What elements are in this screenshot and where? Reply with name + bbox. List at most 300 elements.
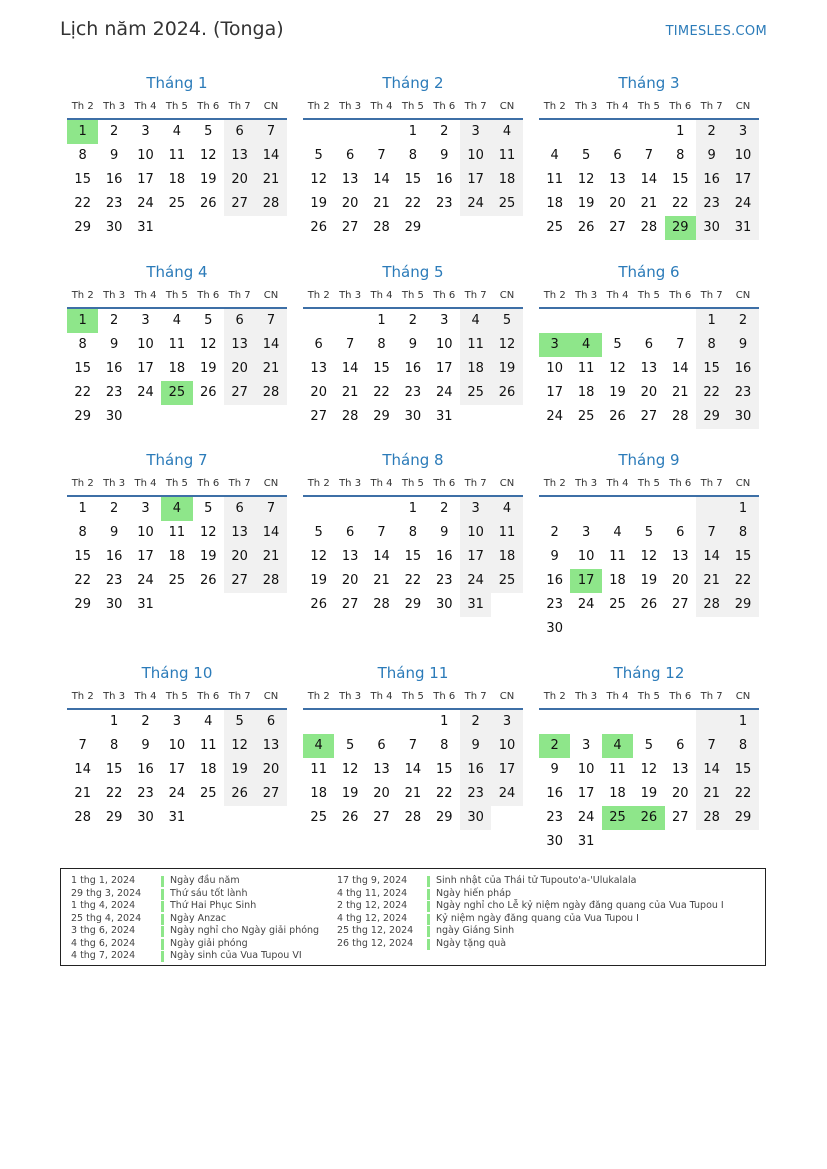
day-cell[interactable]: 6 bbox=[224, 120, 255, 144]
day-cell[interactable]: 30 bbox=[404, 409, 422, 424]
day-cell[interactable]: 9 bbox=[727, 333, 758, 357]
day-cell[interactable]: 4 bbox=[204, 714, 213, 729]
day-cell[interactable]: 25 bbox=[491, 192, 522, 216]
day-cell[interactable]: 30 bbox=[546, 834, 563, 849]
day-cell[interactable]: 15 bbox=[435, 762, 453, 777]
day-cell[interactable]: 2 bbox=[696, 120, 727, 144]
day-cell[interactable]: 2 bbox=[550, 525, 559, 540]
day-cell[interactable]: 20 bbox=[609, 196, 626, 211]
day-cell[interactable]: 29 bbox=[727, 593, 758, 617]
day-cell[interactable]: 28 bbox=[640, 220, 658, 235]
day-cell[interactable]: 14 bbox=[696, 758, 727, 782]
day-cell[interactable]: 29 bbox=[373, 409, 390, 424]
day-cell[interactable]: 24 bbox=[137, 385, 154, 400]
day-cell[interactable]: 20 bbox=[255, 758, 286, 782]
day-cell[interactable]: 1 bbox=[109, 714, 119, 729]
day-cell[interactable]: 13 bbox=[640, 361, 658, 376]
day-cell[interactable]: 19 bbox=[640, 786, 658, 801]
day-cell[interactable]: 13 bbox=[224, 521, 255, 545]
day-cell[interactable]: 24 bbox=[727, 192, 758, 216]
day-cell[interactable]: 19 bbox=[577, 196, 595, 211]
day-cell[interactable]: 26 bbox=[640, 597, 658, 612]
day-cell[interactable]: 6 bbox=[345, 525, 355, 540]
day-cell[interactable]: 21 bbox=[255, 545, 286, 569]
day-cell[interactable]: 20 bbox=[671, 573, 689, 588]
day-cell[interactable]: 21 bbox=[255, 357, 286, 381]
day-cell[interactable]: 20 bbox=[341, 573, 359, 588]
day-cell[interactable]: 26 bbox=[491, 381, 522, 405]
day-cell[interactable]: 8 bbox=[696, 333, 727, 357]
day-cell[interactable]: 26 bbox=[633, 806, 664, 830]
day-cell[interactable]: 24 bbox=[546, 409, 563, 424]
day-cell[interactable]: 3 bbox=[440, 313, 449, 328]
day-cell[interactable]: 31 bbox=[435, 409, 453, 424]
day-cell[interactable]: 26 bbox=[199, 385, 217, 400]
day-cell[interactable]: 17 bbox=[435, 361, 453, 376]
day-cell[interactable]: 4 bbox=[491, 497, 522, 521]
day-cell[interactable]: 17 bbox=[460, 168, 491, 192]
day-cell[interactable]: 1 bbox=[78, 501, 87, 516]
day-cell[interactable]: 28 bbox=[373, 220, 390, 235]
day-cell[interactable]: 12 bbox=[310, 549, 327, 564]
day-cell[interactable]: 1 bbox=[377, 313, 386, 328]
day-cell[interactable]: 23 bbox=[105, 196, 123, 211]
day-cell[interactable]: 30 bbox=[435, 597, 453, 612]
day-cell[interactable]: 19 bbox=[609, 385, 626, 400]
day-cell[interactable]: 31 bbox=[460, 593, 491, 617]
day-cell[interactable]: 29 bbox=[105, 810, 123, 825]
day-cell[interactable]: 15 bbox=[74, 172, 91, 187]
day-cell[interactable]: 9 bbox=[550, 762, 559, 777]
day-cell[interactable]: 26 bbox=[199, 573, 217, 588]
day-cell[interactable]: 6 bbox=[314, 337, 323, 352]
day-cell[interactable]: 4 bbox=[460, 309, 491, 333]
day-cell[interactable]: 14 bbox=[373, 172, 390, 187]
day-cell[interactable]: 22 bbox=[373, 385, 390, 400]
day-cell[interactable]: 21 bbox=[404, 786, 422, 801]
day-cell[interactable]: 8 bbox=[78, 525, 87, 540]
day-cell[interactable]: 17 bbox=[137, 172, 154, 187]
day-cell[interactable]: 26 bbox=[310, 597, 327, 612]
day-cell[interactable]: 9 bbox=[460, 734, 491, 758]
day-cell[interactable]: 2 bbox=[109, 313, 119, 328]
day-cell[interactable]: 19 bbox=[341, 786, 359, 801]
day-cell[interactable]: 4 bbox=[161, 497, 192, 521]
day-cell[interactable]: 18 bbox=[168, 172, 186, 187]
day-cell[interactable]: 10 bbox=[137, 148, 154, 163]
day-cell[interactable]: 1 bbox=[67, 309, 98, 333]
day-cell[interactable]: 24 bbox=[491, 782, 522, 806]
day-cell[interactable]: 26 bbox=[310, 220, 327, 235]
day-cell[interactable]: 16 bbox=[137, 762, 154, 777]
day-cell[interactable]: 10 bbox=[546, 361, 563, 376]
day-cell[interactable]: 8 bbox=[408, 148, 417, 163]
day-cell[interactable]: 9 bbox=[696, 144, 727, 168]
day-cell[interactable]: 21 bbox=[640, 196, 658, 211]
day-cell[interactable]: 25 bbox=[168, 196, 186, 211]
day-cell[interactable]: 7 bbox=[696, 734, 727, 758]
day-cell[interactable]: 5 bbox=[613, 337, 622, 352]
day-cell[interactable]: 5 bbox=[644, 525, 653, 540]
day-cell[interactable]: 27 bbox=[341, 597, 359, 612]
day-cell[interactable]: 29 bbox=[74, 597, 91, 612]
day-cell[interactable]: 3 bbox=[460, 120, 491, 144]
day-cell[interactable]: 10 bbox=[435, 337, 453, 352]
day-cell[interactable]: 15 bbox=[727, 545, 758, 569]
day-cell[interactable]: 21 bbox=[696, 782, 727, 806]
day-cell[interactable]: 16 bbox=[546, 786, 563, 801]
day-cell[interactable]: 18 bbox=[491, 545, 522, 569]
day-cell[interactable]: 17 bbox=[727, 168, 758, 192]
day-cell[interactable]: 6 bbox=[224, 309, 255, 333]
day-cell[interactable]: 25 bbox=[168, 573, 186, 588]
day-cell[interactable]: 3 bbox=[581, 738, 591, 753]
day-cell[interactable]: 6 bbox=[345, 148, 355, 163]
day-cell[interactable]: 31 bbox=[137, 220, 154, 235]
day-cell[interactable]: 21 bbox=[696, 569, 727, 593]
day-cell[interactable]: 6 bbox=[224, 497, 255, 521]
day-cell[interactable]: 13 bbox=[373, 762, 390, 777]
day-cell[interactable]: 2 bbox=[109, 124, 119, 139]
day-cell[interactable]: 16 bbox=[105, 361, 123, 376]
day-cell[interactable]: 13 bbox=[341, 172, 359, 187]
day-cell[interactable]: 30 bbox=[546, 621, 563, 636]
day-cell[interactable]: 22 bbox=[696, 381, 727, 405]
day-cell[interactable]: 2 bbox=[109, 501, 119, 516]
day-cell[interactable]: 13 bbox=[224, 333, 255, 357]
day-cell[interactable]: 4 bbox=[172, 313, 181, 328]
day-cell[interactable]: 27 bbox=[609, 220, 626, 235]
day-cell[interactable]: 20 bbox=[373, 786, 390, 801]
day-cell[interactable]: 24 bbox=[137, 573, 154, 588]
day-cell[interactable]: 18 bbox=[310, 786, 327, 801]
day-cell[interactable]: 20 bbox=[224, 168, 255, 192]
day-cell[interactable]: 17 bbox=[137, 549, 154, 564]
day-cell[interactable]: 16 bbox=[404, 361, 422, 376]
day-cell[interactable]: 10 bbox=[491, 734, 522, 758]
day-cell[interactable]: 10 bbox=[577, 762, 595, 777]
day-cell[interactable]: 26 bbox=[199, 196, 217, 211]
day-cell[interactable]: 6 bbox=[676, 738, 685, 753]
day-cell[interactable]: 9 bbox=[550, 549, 559, 564]
day-cell[interactable]: 21 bbox=[74, 786, 91, 801]
day-cell[interactable]: 15 bbox=[74, 361, 91, 376]
day-cell[interactable]: 24 bbox=[168, 786, 186, 801]
day-cell[interactable]: 24 bbox=[435, 385, 453, 400]
day-cell[interactable]: 5 bbox=[224, 710, 255, 734]
day-cell[interactable]: 28 bbox=[671, 409, 689, 424]
day-cell[interactable]: 26 bbox=[577, 220, 595, 235]
day-cell[interactable]: 16 bbox=[727, 357, 758, 381]
day-cell[interactable]: 13 bbox=[310, 361, 327, 376]
day-cell[interactable]: 4 bbox=[303, 734, 334, 758]
day-cell[interactable]: 25 bbox=[310, 810, 327, 825]
day-cell[interactable]: 2 bbox=[440, 124, 449, 139]
day-cell[interactable]: 16 bbox=[546, 573, 563, 588]
day-cell[interactable]: 29 bbox=[435, 810, 453, 825]
day-cell[interactable]: 14 bbox=[404, 762, 422, 777]
day-cell[interactable]: 1 bbox=[727, 710, 758, 734]
day-cell[interactable]: 31 bbox=[137, 597, 154, 612]
day-cell[interactable]: 6 bbox=[377, 738, 386, 753]
day-cell[interactable]: 22 bbox=[74, 385, 91, 400]
day-cell[interactable]: 19 bbox=[199, 361, 217, 376]
day-cell[interactable]: 20 bbox=[640, 385, 658, 400]
day-cell[interactable]: 28 bbox=[404, 810, 422, 825]
day-cell[interactable]: 4 bbox=[550, 148, 559, 163]
day-cell[interactable]: 20 bbox=[224, 357, 255, 381]
day-cell[interactable]: 12 bbox=[491, 333, 522, 357]
day-cell[interactable]: 22 bbox=[74, 196, 91, 211]
day-cell[interactable]: 29 bbox=[665, 216, 696, 240]
day-cell[interactable]: 12 bbox=[640, 762, 658, 777]
day-cell[interactable]: 3 bbox=[172, 714, 181, 729]
day-cell[interactable]: 18 bbox=[546, 196, 563, 211]
day-cell[interactable]: 11 bbox=[609, 762, 626, 777]
day-cell[interactable]: 21 bbox=[373, 573, 390, 588]
day-cell[interactable]: 29 bbox=[74, 220, 91, 235]
day-cell[interactable]: 19 bbox=[491, 357, 522, 381]
day-cell[interactable]: 1 bbox=[727, 497, 758, 521]
day-cell[interactable]: 14 bbox=[373, 549, 390, 564]
day-cell[interactable]: 22 bbox=[727, 782, 758, 806]
day-cell[interactable]: 23 bbox=[105, 385, 123, 400]
day-cell[interactable]: 1 bbox=[440, 714, 449, 729]
day-cell[interactable]: 14 bbox=[255, 144, 286, 168]
day-cell[interactable]: 29 bbox=[727, 806, 758, 830]
day-cell[interactable]: 25 bbox=[460, 381, 491, 405]
day-cell[interactable]: 12 bbox=[199, 337, 217, 352]
day-cell[interactable]: 26 bbox=[341, 810, 359, 825]
day-cell[interactable]: 5 bbox=[204, 313, 213, 328]
day-cell[interactable]: 15 bbox=[696, 357, 727, 381]
day-cell[interactable]: 9 bbox=[109, 525, 119, 540]
day-cell[interactable]: 2 bbox=[408, 313, 417, 328]
day-cell[interactable]: 1 bbox=[696, 309, 727, 333]
day-cell[interactable]: 1 bbox=[676, 124, 685, 139]
day-cell[interactable]: 25 bbox=[161, 381, 192, 405]
day-cell[interactable]: 6 bbox=[644, 337, 653, 352]
day-cell[interactable]: 23 bbox=[435, 573, 453, 588]
day-cell[interactable]: 5 bbox=[345, 738, 355, 753]
day-cell[interactable]: 10 bbox=[137, 337, 154, 352]
day-cell[interactable]: 12 bbox=[199, 148, 217, 163]
day-cell[interactable]: 7 bbox=[676, 337, 685, 352]
day-cell[interactable]: 4 bbox=[570, 333, 601, 357]
day-cell[interactable]: 8 bbox=[727, 734, 758, 758]
day-cell[interactable]: 27 bbox=[640, 409, 658, 424]
day-cell[interactable]: 31 bbox=[727, 216, 758, 240]
day-cell[interactable]: 28 bbox=[74, 810, 91, 825]
day-cell[interactable]: 14 bbox=[671, 361, 689, 376]
day-cell[interactable]: 31 bbox=[168, 810, 186, 825]
day-cell[interactable]: 18 bbox=[491, 168, 522, 192]
day-cell[interactable]: 17 bbox=[577, 786, 595, 801]
day-cell[interactable]: 19 bbox=[640, 573, 658, 588]
day-cell[interactable]: 5 bbox=[314, 148, 323, 163]
day-cell[interactable]: 27 bbox=[255, 782, 286, 806]
day-cell[interactable]: 15 bbox=[671, 172, 689, 187]
day-cell[interactable]: 11 bbox=[168, 148, 186, 163]
day-cell[interactable]: 2 bbox=[141, 714, 150, 729]
day-cell[interactable]: 5 bbox=[581, 148, 591, 163]
day-cell[interactable]: 30 bbox=[727, 405, 758, 429]
day-cell[interactable]: 25 bbox=[491, 569, 522, 593]
day-cell[interactable]: 3 bbox=[141, 313, 150, 328]
day-cell[interactable]: 24 bbox=[137, 196, 154, 211]
day-cell[interactable]: 7 bbox=[644, 148, 653, 163]
day-cell[interactable]: 12 bbox=[609, 361, 626, 376]
day-cell[interactable]: 23 bbox=[435, 196, 453, 211]
day-cell[interactable]: 15 bbox=[404, 549, 422, 564]
day-cell[interactable]: 8 bbox=[408, 525, 417, 540]
day-cell[interactable]: 23 bbox=[404, 385, 422, 400]
day-cell[interactable]: 8 bbox=[109, 738, 119, 753]
day-cell[interactable]: 12 bbox=[310, 172, 327, 187]
day-cell[interactable]: 23 bbox=[105, 573, 123, 588]
day-cell[interactable]: 7 bbox=[345, 337, 355, 352]
day-cell[interactable]: 14 bbox=[255, 333, 286, 357]
day-cell[interactable]: 17 bbox=[460, 545, 491, 569]
day-cell[interactable]: 16 bbox=[435, 549, 453, 564]
day-cell[interactable]: 25 bbox=[546, 220, 563, 235]
day-cell[interactable]: 12 bbox=[640, 549, 658, 564]
day-cell[interactable]: 7 bbox=[255, 497, 286, 521]
day-cell[interactable]: 28 bbox=[255, 381, 286, 405]
day-cell[interactable]: 26 bbox=[609, 409, 626, 424]
day-cell[interactable]: 28 bbox=[255, 569, 286, 593]
day-cell[interactable]: 9 bbox=[109, 337, 119, 352]
day-cell[interactable]: 5 bbox=[204, 124, 213, 139]
day-cell[interactable]: 11 bbox=[168, 525, 186, 540]
day-cell[interactable]: 16 bbox=[435, 172, 453, 187]
day-cell[interactable]: 24 bbox=[460, 192, 491, 216]
day-cell[interactable]: 16 bbox=[696, 168, 727, 192]
day-cell[interactable]: 17 bbox=[491, 758, 522, 782]
day-cell[interactable]: 10 bbox=[137, 525, 154, 540]
day-cell[interactable]: 27 bbox=[224, 381, 255, 405]
day-cell[interactable]: 11 bbox=[546, 172, 563, 187]
day-cell[interactable]: 3 bbox=[141, 124, 150, 139]
brand-link[interactable]: TIMESLES.COM bbox=[665, 24, 767, 39]
day-cell[interactable]: 11 bbox=[491, 521, 522, 545]
day-cell[interactable]: 28 bbox=[696, 806, 727, 830]
day-cell[interactable]: 4 bbox=[172, 124, 181, 139]
day-cell[interactable]: 27 bbox=[373, 810, 390, 825]
day-cell[interactable]: 5 bbox=[314, 525, 323, 540]
day-cell[interactable]: 27 bbox=[341, 220, 359, 235]
day-cell[interactable]: 7 bbox=[377, 525, 386, 540]
day-cell[interactable]: 28 bbox=[696, 593, 727, 617]
day-cell[interactable]: 13 bbox=[609, 172, 626, 187]
day-cell[interactable]: 28 bbox=[341, 409, 359, 424]
day-cell[interactable]: 29 bbox=[74, 409, 91, 424]
day-cell[interactable]: 31 bbox=[577, 834, 595, 849]
day-cell[interactable]: 5 bbox=[204, 501, 213, 516]
day-cell[interactable]: 23 bbox=[137, 786, 154, 801]
day-cell[interactable]: 21 bbox=[373, 196, 390, 211]
day-cell[interactable]: 22 bbox=[727, 569, 758, 593]
day-cell[interactable]: 3 bbox=[539, 333, 570, 357]
day-cell[interactable]: 22 bbox=[105, 786, 123, 801]
day-cell[interactable]: 4 bbox=[491, 120, 522, 144]
day-cell[interactable]: 1 bbox=[408, 124, 417, 139]
day-cell[interactable]: 27 bbox=[671, 810, 689, 825]
day-cell[interactable]: 25 bbox=[577, 409, 595, 424]
day-cell[interactable]: 27 bbox=[671, 597, 689, 612]
day-cell[interactable]: 13 bbox=[224, 144, 255, 168]
day-cell[interactable]: 9 bbox=[440, 525, 449, 540]
day-cell[interactable]: 11 bbox=[609, 549, 626, 564]
day-cell[interactable]: 23 bbox=[727, 381, 758, 405]
day-cell[interactable]: 17 bbox=[168, 762, 186, 777]
day-cell[interactable]: 15 bbox=[404, 172, 422, 187]
day-cell[interactable]: 10 bbox=[460, 144, 491, 168]
day-cell[interactable]: 21 bbox=[671, 385, 689, 400]
day-cell[interactable]: 18 bbox=[168, 549, 186, 564]
day-cell[interactable]: 14 bbox=[696, 545, 727, 569]
day-cell[interactable]: 10 bbox=[168, 738, 186, 753]
day-cell[interactable]: 17 bbox=[137, 361, 154, 376]
day-cell[interactable]: 11 bbox=[577, 361, 595, 376]
day-cell[interactable]: 12 bbox=[199, 525, 217, 540]
day-cell[interactable]: 13 bbox=[341, 549, 359, 564]
day-cell[interactable]: 13 bbox=[671, 549, 689, 564]
day-cell[interactable]: 12 bbox=[224, 734, 255, 758]
day-cell[interactable]: 15 bbox=[373, 361, 390, 376]
day-cell[interactable]: 30 bbox=[105, 220, 123, 235]
day-cell[interactable]: 6 bbox=[613, 148, 622, 163]
day-cell[interactable]: 14 bbox=[341, 361, 359, 376]
day-cell[interactable]: 21 bbox=[341, 385, 359, 400]
day-cell[interactable]: 29 bbox=[696, 405, 727, 429]
day-cell[interactable]: 18 bbox=[609, 573, 626, 588]
day-cell[interactable]: 28 bbox=[255, 192, 286, 216]
day-cell[interactable]: 3 bbox=[460, 497, 491, 521]
day-cell[interactable]: 24 bbox=[460, 569, 491, 593]
day-cell[interactable]: 30 bbox=[696, 216, 727, 240]
day-cell[interactable]: 10 bbox=[460, 521, 491, 545]
day-cell[interactable]: 7 bbox=[408, 738, 417, 753]
day-cell[interactable]: 10 bbox=[727, 144, 758, 168]
day-cell[interactable]: 22 bbox=[404, 573, 422, 588]
day-cell[interactable]: 29 bbox=[404, 220, 422, 235]
day-cell[interactable]: 18 bbox=[460, 357, 491, 381]
day-cell[interactable]: 14 bbox=[74, 762, 91, 777]
day-cell[interactable]: 3 bbox=[727, 120, 758, 144]
day-cell[interactable]: 11 bbox=[491, 144, 522, 168]
day-cell[interactable]: 18 bbox=[609, 786, 626, 801]
day-cell[interactable]: 2 bbox=[440, 501, 449, 516]
day-cell[interactable]: 25 bbox=[199, 786, 217, 801]
day-cell[interactable]: 16 bbox=[105, 172, 123, 187]
day-cell[interactable]: 23 bbox=[696, 192, 727, 216]
day-cell[interactable]: 19 bbox=[224, 758, 255, 782]
day-cell[interactable]: 13 bbox=[255, 734, 286, 758]
day-cell[interactable]: 27 bbox=[224, 192, 255, 216]
day-cell[interactable]: 2 bbox=[539, 734, 570, 758]
day-cell[interactable]: 12 bbox=[341, 762, 359, 777]
day-cell[interactable]: 30 bbox=[105, 597, 123, 612]
day-cell[interactable]: 9 bbox=[109, 148, 119, 163]
day-cell[interactable]: 5 bbox=[491, 309, 522, 333]
day-cell[interactable]: 7 bbox=[255, 120, 286, 144]
day-cell[interactable]: 3 bbox=[491, 710, 522, 734]
day-cell[interactable]: 23 bbox=[546, 597, 563, 612]
day-cell[interactable]: 15 bbox=[727, 758, 758, 782]
day-cell[interactable]: 18 bbox=[168, 361, 186, 376]
day-cell[interactable]: 11 bbox=[460, 333, 491, 357]
